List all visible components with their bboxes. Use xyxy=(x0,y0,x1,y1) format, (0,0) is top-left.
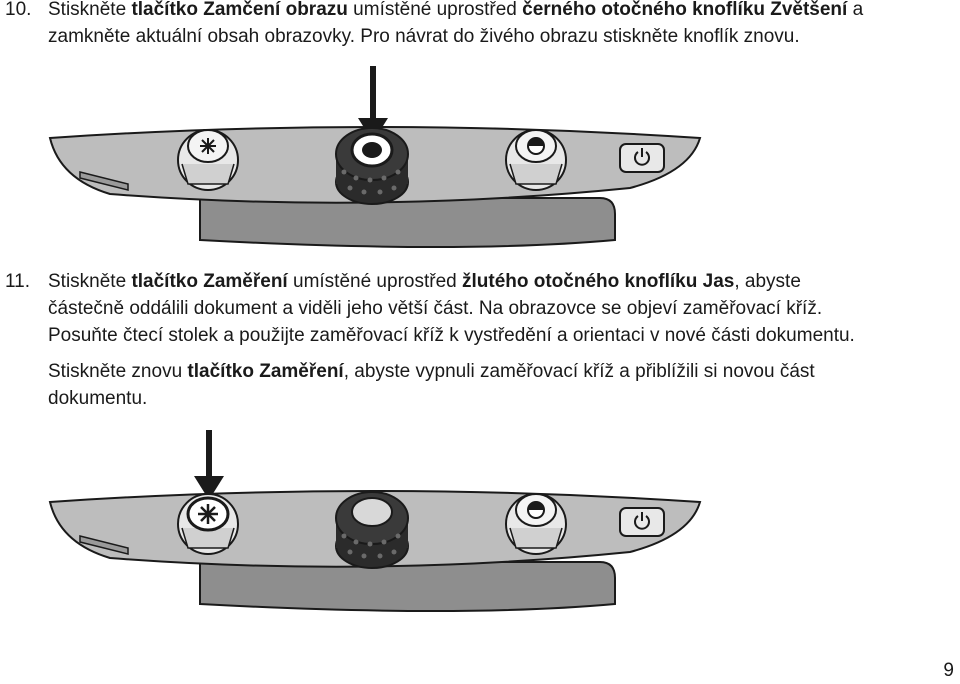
step-10-number: 10. xyxy=(5,0,32,20)
step-10-text: Stiskněte tlačítko Zamčení obrazu umístěné uprostřed černého otočného knoflíku Zvětšení a zamkněte aktuální obsah obrazovky. Pro návrat do živého obrazu stiskněte knoflík znovu. xyxy=(48,0,864,47)
magnification-focus-knob xyxy=(178,130,238,190)
step-11-followup-text: Stiskněte znovu tlačítko Zaměření, abyste vypnuli zaměřovací kříž a přiblížili si novou část dokumentu. xyxy=(48,361,815,409)
step-11-number: 11. xyxy=(5,271,31,292)
power-button xyxy=(620,144,664,172)
brightness-knob xyxy=(506,494,566,554)
magnification-focus-knob xyxy=(178,494,238,554)
step-11-text: Stiskněte tlačítko Zaměření umístěné uprostřed žlutého otočného knoflíku Jas, abyste částečně oddálili dokument a viděli jeho větší část. Na obrazovce se objeví zaměřovací kříž. Posuňte čtecí stolek a použijte zaměřovací kříž k vystředění a orientaci v nové části dokumentu. xyxy=(48,271,855,346)
contrast-icon xyxy=(528,138,544,154)
sunburst-icon xyxy=(198,504,218,524)
contrast-icon xyxy=(528,502,544,518)
control-panel-illustration-lock xyxy=(40,64,710,250)
sunburst-icon xyxy=(200,138,216,154)
down-arrow-icon xyxy=(194,430,224,500)
zoom-knob-black xyxy=(336,492,408,568)
power-button xyxy=(620,508,664,536)
control-panel-illustration-focus xyxy=(40,428,710,614)
page-number: 9 xyxy=(943,660,954,681)
zoom-knob-black xyxy=(336,128,408,204)
brightness-knob xyxy=(506,130,566,190)
panel-tray xyxy=(200,562,615,611)
panel-tray xyxy=(200,198,615,247)
